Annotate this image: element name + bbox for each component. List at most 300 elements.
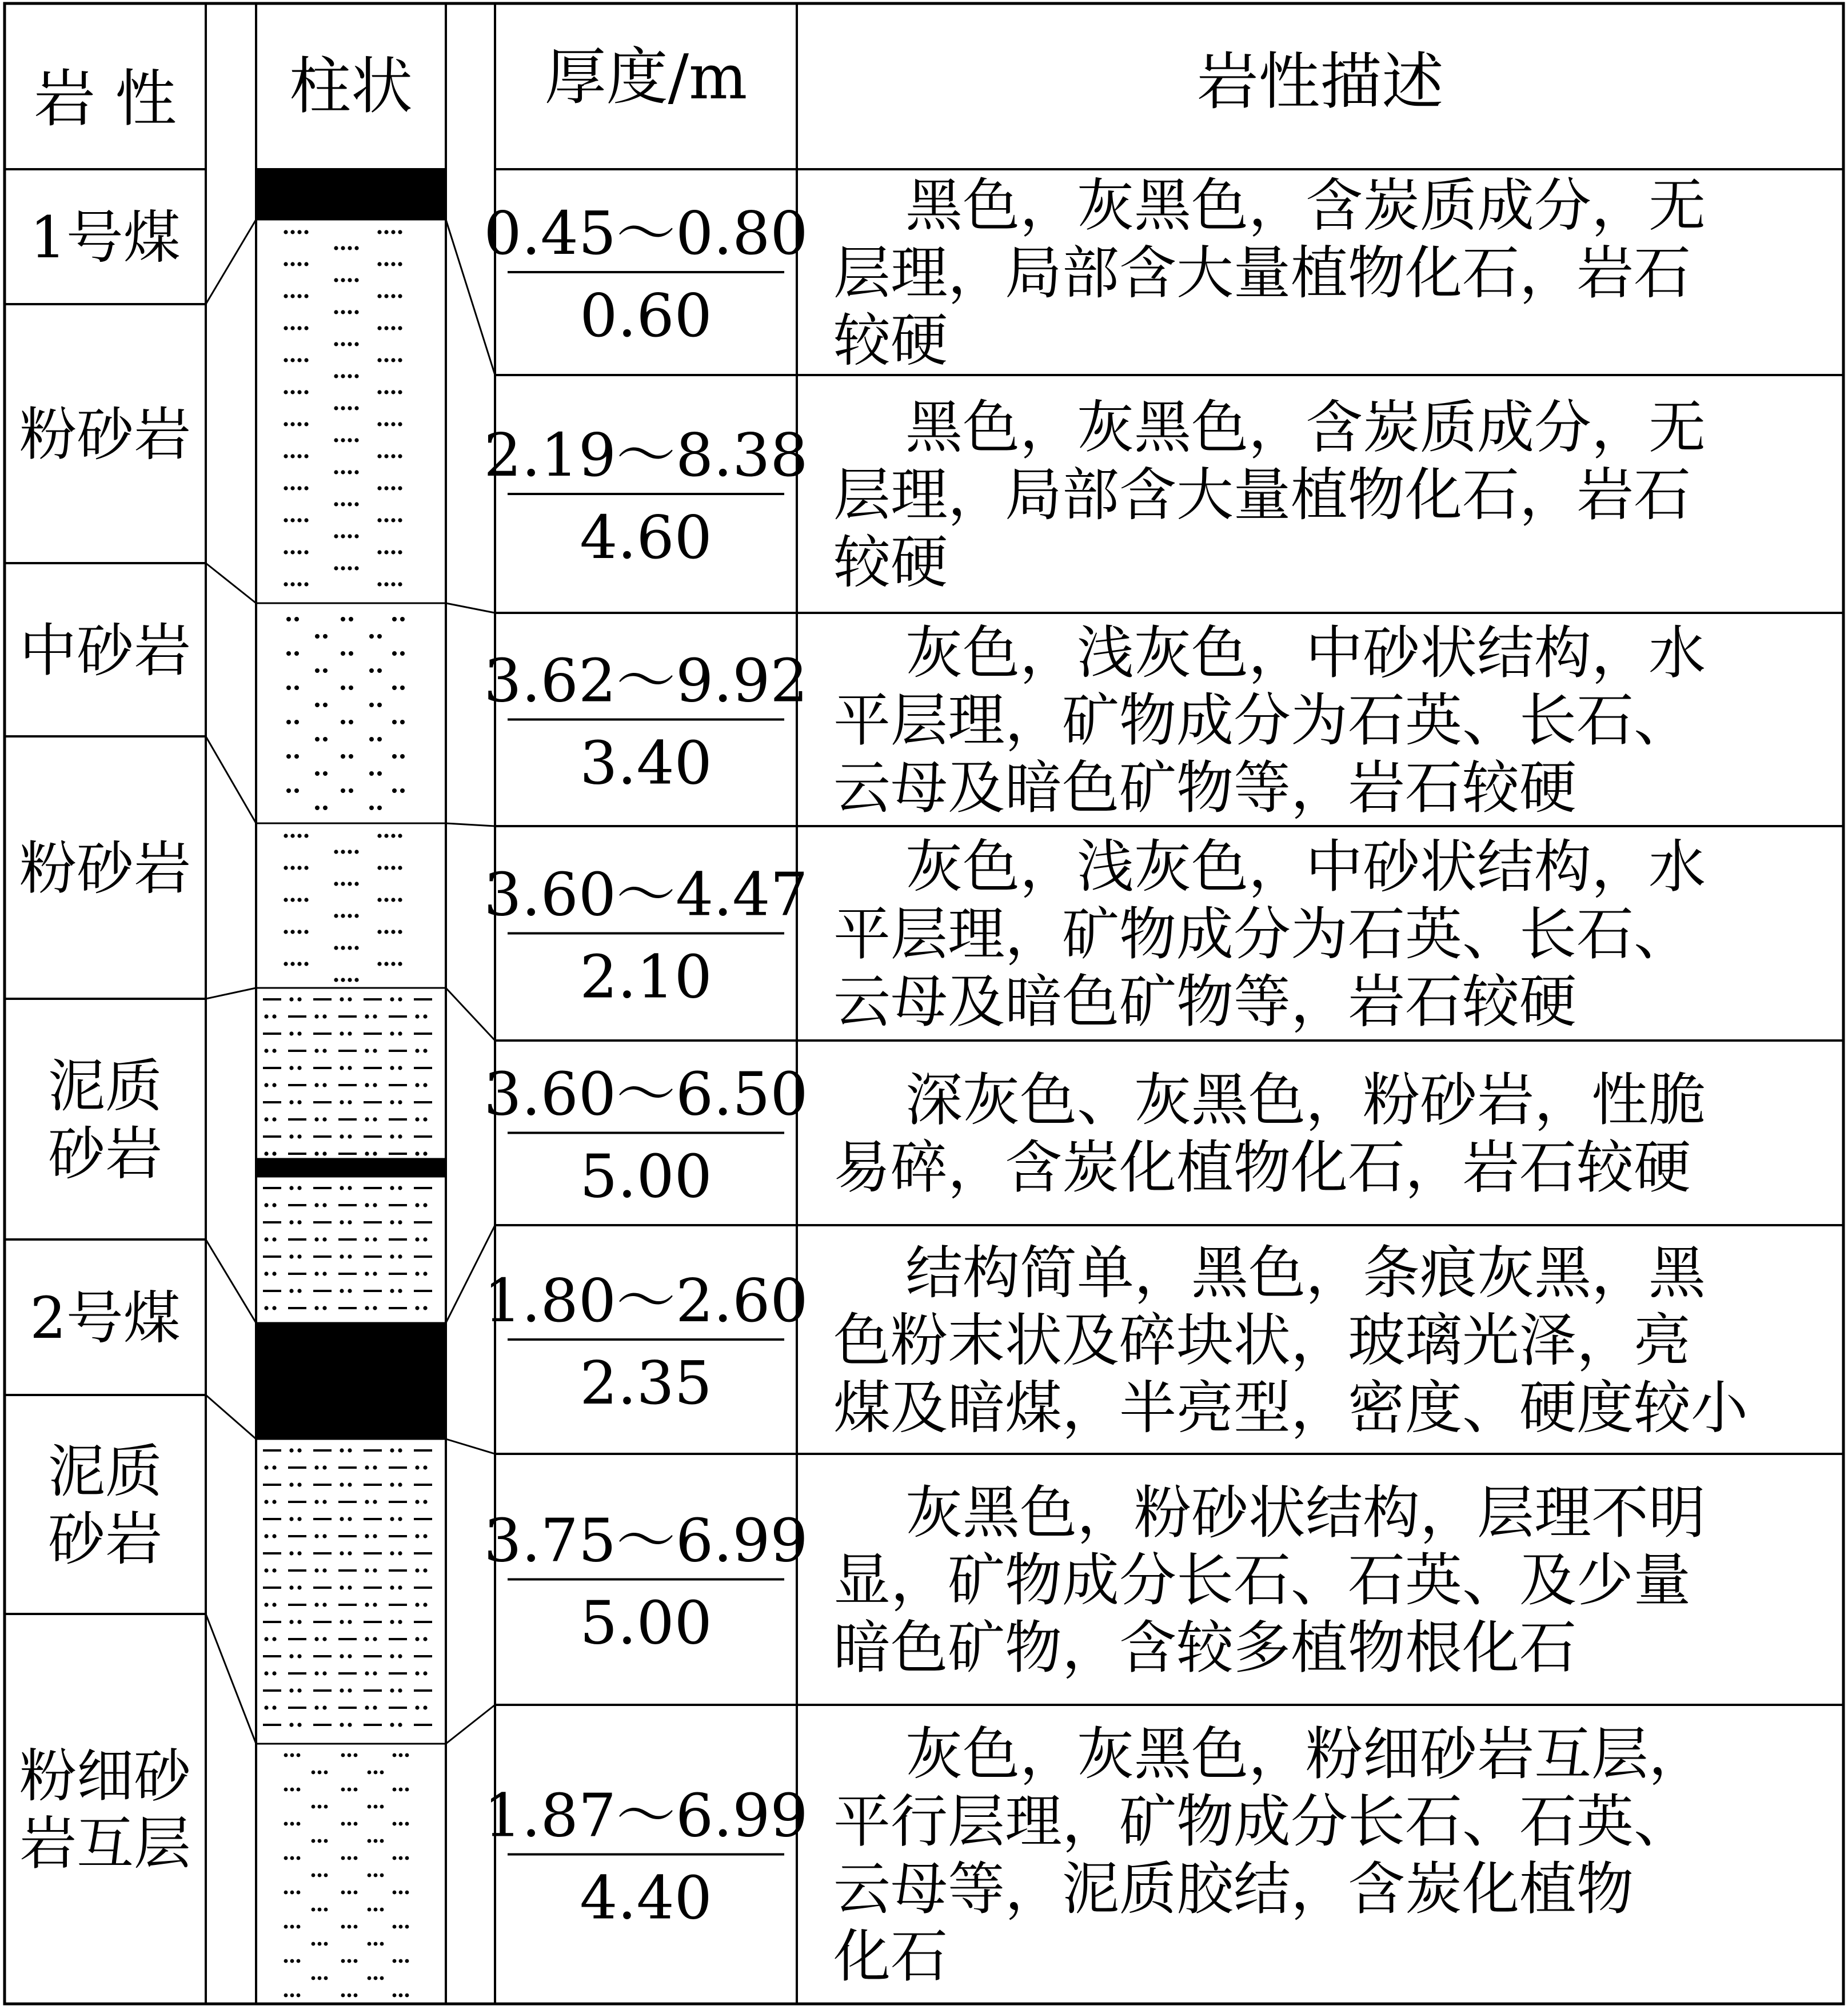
mudstone-mark	[390, 1448, 394, 1452]
mudstone-mark	[272, 1465, 276, 1469]
fine-sandstone-dot	[341, 1856, 345, 1860]
siltstone-dot	[297, 358, 301, 362]
siltstone-dot	[341, 502, 345, 506]
thickness-range: 3.62～9.92	[484, 645, 808, 716]
mudstone-mark	[340, 1254, 344, 1258]
siltstone-dot	[377, 326, 381, 330]
sandstone-dot	[315, 771, 320, 776]
mudstone-mark	[322, 1151, 326, 1155]
mudstone-mark	[348, 1031, 352, 1035]
siltstone-dot	[297, 326, 301, 330]
fine-sandstone-dot	[393, 1959, 397, 1963]
siltstone-dot	[398, 866, 402, 870]
mudstone-mark	[415, 1705, 419, 1709]
siltstone-dot	[290, 930, 294, 934]
mudstone-mark	[297, 1220, 301, 1224]
siltstone-dot	[391, 390, 395, 394]
fine-sandstone-dot	[399, 1959, 403, 1963]
left-connector	[206, 736, 256, 823]
siltstone-dot	[341, 978, 345, 982]
mudstone-mark	[340, 1186, 344, 1190]
siltstone-dot	[384, 962, 388, 966]
mudstone-mark	[415, 1083, 419, 1087]
mudstone-mark	[365, 1568, 369, 1572]
fine-sandstone-dot	[297, 1891, 301, 1895]
left-connector	[206, 220, 256, 304]
siltstone-dot	[304, 550, 308, 554]
fine-sandstone-dot	[297, 1822, 301, 1826]
siltstone-dot	[391, 962, 395, 966]
siltstone-dot	[377, 834, 381, 838]
fine-sandstone-dot	[348, 1822, 352, 1826]
siltstone-dot	[334, 566, 338, 570]
mudstone-mark	[365, 1306, 369, 1310]
fine-sandstone-dot	[380, 1874, 384, 1878]
thickness-mean: 2.35	[580, 1348, 712, 1418]
fine-sandstone-dot	[399, 1994, 403, 1998]
fine-sandstone-dot	[368, 1874, 372, 1878]
mudstone-mark	[272, 1306, 276, 1310]
mudstone-mark	[415, 1465, 419, 1469]
mudstone-mark	[322, 1203, 326, 1207]
siltstone-dot	[377, 454, 381, 458]
sandstone-dot	[341, 651, 345, 656]
siltstone-dot	[398, 962, 402, 966]
mudstone-mark	[373, 1637, 377, 1641]
mudstone-mark	[390, 1031, 394, 1035]
siltstone-dot	[304, 454, 308, 458]
mudstone-mark	[340, 1100, 344, 1104]
mudstone-mark	[272, 1083, 276, 1087]
sandstone-dot	[377, 668, 382, 673]
siltstone-dot	[348, 374, 352, 378]
sandstone-dot	[392, 651, 397, 656]
siltstone-dot	[290, 358, 294, 362]
siltstone-dot	[384, 550, 388, 554]
fine-sandstone-dot	[290, 1822, 294, 1826]
fine-sandstone-dot	[324, 1908, 328, 1912]
lithology-label: 泥质	[48, 1438, 162, 1505]
sandstone-dot	[349, 754, 353, 759]
fine-sandstone-dot	[324, 1805, 328, 1809]
right-connector	[446, 823, 495, 826]
siltstone-dot	[304, 898, 308, 902]
fine-sandstone-dot	[368, 1942, 372, 1946]
mudstone-mark	[289, 1482, 293, 1486]
mudstone-mark	[264, 1049, 268, 1053]
lithology-label: 2号煤	[30, 1285, 181, 1352]
fine-sandstone-dot	[290, 1753, 294, 1757]
siltstone-dot	[384, 262, 388, 266]
mudstone-mark	[264, 1117, 268, 1121]
fine-sandstone-dot	[405, 1753, 409, 1757]
sandstone-dot	[400, 617, 405, 621]
fine-sandstone-dot	[399, 1891, 403, 1895]
siltstone-dot	[391, 518, 395, 522]
siltstone-dot	[334, 534, 338, 538]
fine-sandstone-dot	[284, 1994, 288, 1998]
sandstone-dot	[392, 720, 397, 724]
siltstone-dot	[341, 342, 345, 346]
siltstone-dot	[348, 534, 352, 538]
fine-sandstone-dot	[405, 1788, 409, 1792]
siltstone-dot	[354, 470, 358, 474]
mudstone-mark	[289, 1723, 293, 1727]
fine-sandstone-dot	[284, 1822, 288, 1826]
mudstone-mark	[365, 1014, 369, 1018]
siltstone-dot	[290, 262, 294, 266]
mudstone-mark	[390, 997, 394, 1001]
mudstone-mark	[348, 1066, 352, 1070]
sandstone-dot	[369, 634, 374, 639]
mudstone-mark	[415, 1271, 419, 1275]
mudstone-mark	[272, 1203, 276, 1207]
siltstone-dot	[377, 962, 381, 966]
mudstone-mark	[340, 1134, 344, 1138]
mudstone-mark	[390, 1289, 394, 1293]
sandstone-dot	[392, 754, 397, 759]
fine-sandstone-dot	[405, 1959, 409, 1963]
siltstone-dot	[290, 422, 294, 426]
siltstone-dot	[354, 246, 358, 250]
fine-sandstone-dot	[354, 1822, 358, 1826]
mudstone-mark	[272, 1049, 276, 1053]
mudstone-mark	[373, 1603, 377, 1607]
header-thickness: 厚度/m	[544, 42, 748, 113]
mudstone-mark	[348, 1134, 352, 1138]
mudstone-mark	[373, 1500, 377, 1504]
fine-sandstone-dot	[297, 1925, 301, 1929]
fine-sandstone-dot	[348, 1925, 352, 1929]
fine-sandstone-dot	[318, 1839, 322, 1843]
thickness-range: 2.19～8.38	[484, 420, 808, 490]
fine-sandstone-dot	[374, 1771, 378, 1775]
siltstone-dot	[348, 946, 352, 950]
mudstone-mark	[289, 1688, 293, 1692]
mudstone-mark	[398, 1031, 402, 1035]
sandstone-dot	[341, 685, 345, 690]
description-line: 云母及暗色矿物等，岩石较硬	[833, 754, 1576, 822]
fine-sandstone-dot	[393, 1891, 397, 1895]
mudstone-mark	[365, 1465, 369, 1469]
fine-sandstone-dot	[284, 1925, 288, 1929]
fine-sandstone-dot	[312, 1839, 316, 1843]
sandstone-dot	[315, 634, 320, 639]
description-line: 深灰色、灰黑色，粉砂岩，性脆	[905, 1066, 1706, 1134]
mudstone-mark	[272, 1271, 276, 1275]
siltstone-dot	[284, 582, 288, 586]
siltstone-dot	[284, 962, 288, 966]
mudstone-mark	[415, 1671, 419, 1675]
siltstone-dot	[391, 930, 395, 934]
mudstone-mark	[423, 1705, 427, 1709]
mudstone-mark	[365, 1637, 369, 1641]
siltstone-dot	[354, 438, 358, 442]
mudstone-mark	[322, 1603, 326, 1607]
siltstone-dot	[384, 518, 388, 522]
mudstone-mark	[415, 1306, 419, 1310]
mudstone-mark	[390, 1100, 394, 1104]
fine-sandstone-dot	[399, 1925, 403, 1929]
sandstone-dot	[323, 737, 328, 742]
mudstone-mark	[272, 1568, 276, 1572]
mudstone-mark	[314, 1151, 318, 1155]
siltstone-dot	[290, 230, 294, 234]
mudstone-mark	[415, 1014, 419, 1018]
mudstone-mark	[348, 1100, 352, 1104]
siltstone-dot	[341, 882, 345, 886]
fine-sandstone-dot	[405, 1822, 409, 1826]
siltstone-dot	[398, 486, 402, 490]
mudstone-mark	[264, 1203, 268, 1207]
mudstone-mark	[340, 1220, 344, 1224]
siltstone-dot	[334, 470, 338, 474]
sandstone-dot	[294, 617, 299, 621]
mudstone-mark	[373, 1705, 377, 1709]
mudstone-mark	[423, 1083, 427, 1087]
siltstone-dot	[384, 486, 388, 490]
right-connector	[446, 1439, 495, 1454]
mudstone-mark	[272, 1500, 276, 1504]
siltstone-dot	[384, 930, 388, 934]
siltstone-dot	[284, 358, 288, 362]
mudstone-mark	[289, 1620, 293, 1624]
sandstone-dot	[377, 703, 382, 707]
thickness-mean: 2.10	[580, 942, 712, 1012]
mudstone-mark	[297, 1688, 301, 1692]
sandstone-dot	[349, 788, 353, 793]
mudstone-mark	[390, 1654, 394, 1658]
thickness-mean: 4.60	[580, 503, 712, 572]
lithology-label: 岩互层	[19, 1810, 191, 1877]
fine-sandstone-dot	[348, 1856, 352, 1860]
mudstone-mark	[365, 1237, 369, 1241]
mudstone-mark	[398, 1448, 402, 1452]
fine-sandstone-dot	[348, 1959, 352, 1963]
fine-sandstone-dot	[354, 1753, 358, 1757]
mudstone-mark	[264, 1671, 268, 1675]
siltstone-dot	[334, 914, 338, 918]
siltstone-dot	[284, 230, 288, 234]
mudstone-mark	[398, 1186, 402, 1190]
sandstone-dot	[323, 668, 328, 673]
siltstone-dot	[284, 294, 288, 298]
mudstone-mark	[297, 1517, 301, 1521]
sandstone-dot	[294, 685, 299, 690]
siltstone-dot	[377, 866, 381, 870]
siltstone-dot	[398, 358, 402, 362]
mudstone-mark	[264, 1083, 268, 1087]
mudstone-mark	[314, 1014, 318, 1018]
mudstone-mark	[340, 1688, 344, 1692]
siltstone-dot	[297, 294, 301, 298]
fine-sandstone-dot	[380, 1976, 384, 1980]
siltstone-dot	[341, 374, 345, 378]
mudstone-mark	[423, 1203, 427, 1207]
siltstone-dot	[297, 582, 301, 586]
siltstone-dot	[334, 278, 338, 282]
siltstone-dot	[398, 454, 402, 458]
sandstone-dot	[400, 685, 405, 690]
fine-sandstone-dot	[354, 1856, 358, 1860]
mudstone-mark	[373, 1306, 377, 1310]
fine-sandstone-dot	[290, 1891, 294, 1895]
siltstone-dot	[391, 358, 395, 362]
fine-sandstone-dot	[405, 1925, 409, 1929]
sandstone-dot	[315, 703, 320, 707]
mudstone-mark	[398, 1482, 402, 1486]
mudstone-mark	[322, 1049, 326, 1053]
mudstone-mark	[314, 1568, 318, 1572]
description-line: 黑色，灰黑色，含炭质成分，无	[905, 172, 1706, 239]
fine-sandstone-dot	[354, 1891, 358, 1895]
mudstone-mark	[348, 1448, 352, 1452]
description-line: 显，矿物成分长石、石英、及少量	[833, 1546, 1691, 1614]
mudstone-mark	[322, 1237, 326, 1241]
mudstone-mark	[365, 1603, 369, 1607]
coal-fill	[256, 169, 446, 220]
siltstone-dot	[384, 454, 388, 458]
siltstone-dot	[354, 278, 358, 282]
sandstone-dot	[286, 651, 291, 656]
mudstone-mark	[415, 1049, 419, 1053]
mudstone-mark	[314, 1083, 318, 1087]
mudstone-mark	[415, 1500, 419, 1504]
siltstone-dot	[284, 454, 288, 458]
siltstone-dot	[391, 454, 395, 458]
siltstone-dot	[348, 566, 352, 570]
mudstone-mark	[373, 1671, 377, 1675]
mudstone-mark	[264, 1705, 268, 1709]
fine-sandstone-dot	[348, 1994, 352, 1998]
thickness-range: 3.75～6.99	[484, 1505, 808, 1576]
description-line: 灰黑色，粉砂状结构，层理不明	[905, 1479, 1706, 1546]
thickness-mean: 3.40	[580, 728, 712, 798]
mudstone-mark	[264, 1151, 268, 1155]
sandstone-dot	[286, 617, 291, 621]
siltstone-dot	[284, 834, 288, 838]
mudstone-mark	[390, 1186, 394, 1190]
mudstone-mark	[264, 1500, 268, 1504]
siltstone-dot	[334, 406, 338, 410]
mudstone-mark	[365, 1671, 369, 1675]
mudstone-mark	[398, 1066, 402, 1070]
fine-sandstone-dot	[318, 1976, 322, 1980]
left-connector	[206, 1239, 256, 1323]
sandstone-dot	[323, 771, 328, 776]
sandstone-dot	[377, 806, 382, 810]
right-connector	[446, 603, 495, 613]
description-line: 层理，局部含大量植物化石，岩石	[833, 461, 1691, 528]
mudstone-mark	[415, 1637, 419, 1641]
mudstone-mark	[390, 1066, 394, 1070]
sandstone-dot	[377, 771, 382, 776]
siltstone-dot	[290, 486, 294, 490]
mudstone-mark	[415, 1237, 419, 1241]
mudstone-mark	[264, 1534, 268, 1538]
mudstone-mark	[398, 1254, 402, 1258]
sandstone-dot	[369, 703, 374, 707]
fine-sandstone-dot	[284, 1856, 288, 1860]
siltstone-dot	[391, 486, 395, 490]
siltstone-dot	[341, 470, 345, 474]
mudstone-mark	[365, 1705, 369, 1709]
siltstone-dot	[284, 422, 288, 426]
mudstone-mark	[348, 1654, 352, 1658]
fine-sandstone-dot	[354, 1925, 358, 1929]
siltstone-dot	[348, 978, 352, 982]
sandstone-dot	[294, 651, 299, 656]
fine-sandstone-dot	[312, 1942, 316, 1946]
mudstone-mark	[415, 1203, 419, 1207]
sandstone-dot	[369, 668, 374, 673]
siltstone-dot	[348, 850, 352, 854]
coal-fill	[256, 1323, 446, 1439]
mudstone-mark	[297, 1031, 301, 1035]
mudstone-mark	[348, 1186, 352, 1190]
mudstone-mark	[314, 1271, 318, 1275]
siltstone-dot	[290, 294, 294, 298]
siltstone-dot	[284, 898, 288, 902]
mudstone-mark	[322, 1306, 326, 1310]
fine-sandstone-dot	[324, 1771, 328, 1775]
siltstone-dot	[304, 326, 308, 330]
mudstone-mark	[314, 1237, 318, 1241]
siltstone-dot	[354, 406, 358, 410]
siltstone-dot	[284, 866, 288, 870]
fine-sandstone-dot	[297, 1959, 301, 1963]
siltstone-dot	[384, 358, 388, 362]
fine-sandstone-dot	[393, 1994, 397, 1998]
mudstone-mark	[289, 1066, 293, 1070]
mudstone-mark	[398, 1585, 402, 1589]
mudstone-mark	[297, 1289, 301, 1293]
lithology-label: 1号煤	[30, 204, 181, 271]
mudstone-mark	[322, 1083, 326, 1087]
mudstone-mark	[340, 1654, 344, 1658]
fine-sandstone-dot	[380, 1805, 384, 1809]
fine-sandstone-dot	[312, 1771, 316, 1775]
siltstone-dot	[391, 262, 395, 266]
mudstone-mark	[314, 1671, 318, 1675]
siltstone-dot	[377, 518, 381, 522]
mudstone-mark	[423, 1237, 427, 1241]
thickness-range: 3.60～4.47	[484, 859, 808, 930]
siltstone-dot	[391, 230, 395, 234]
mudstone-mark	[322, 1500, 326, 1504]
mudstone-mark	[373, 1117, 377, 1121]
sandstone-dot	[400, 754, 405, 759]
lithology-label: 粉砂岩	[19, 401, 191, 468]
thickness-mean: 5.00	[580, 1588, 712, 1658]
siltstone-dot	[290, 550, 294, 554]
siltstone-dot	[341, 438, 345, 442]
fine-sandstone-dot	[318, 1874, 322, 1878]
description-line: 化石	[833, 1923, 948, 1990]
siltstone-dot	[377, 262, 381, 266]
siltstone-dot	[297, 898, 301, 902]
mudstone-mark	[289, 1448, 293, 1452]
mudstone-mark	[264, 1637, 268, 1641]
mudstone-mark	[373, 1237, 377, 1241]
fine-sandstone-dot	[284, 1788, 288, 1792]
description-line: 煤及暗煤，半亮型，密度、硬度较小	[833, 1374, 1748, 1441]
mudstone-mark	[398, 1134, 402, 1138]
fine-sandstone-dot	[393, 1788, 397, 1792]
mudstone-mark	[423, 1271, 427, 1275]
mudstone-mark	[398, 1654, 402, 1658]
siltstone-dot	[341, 534, 345, 538]
